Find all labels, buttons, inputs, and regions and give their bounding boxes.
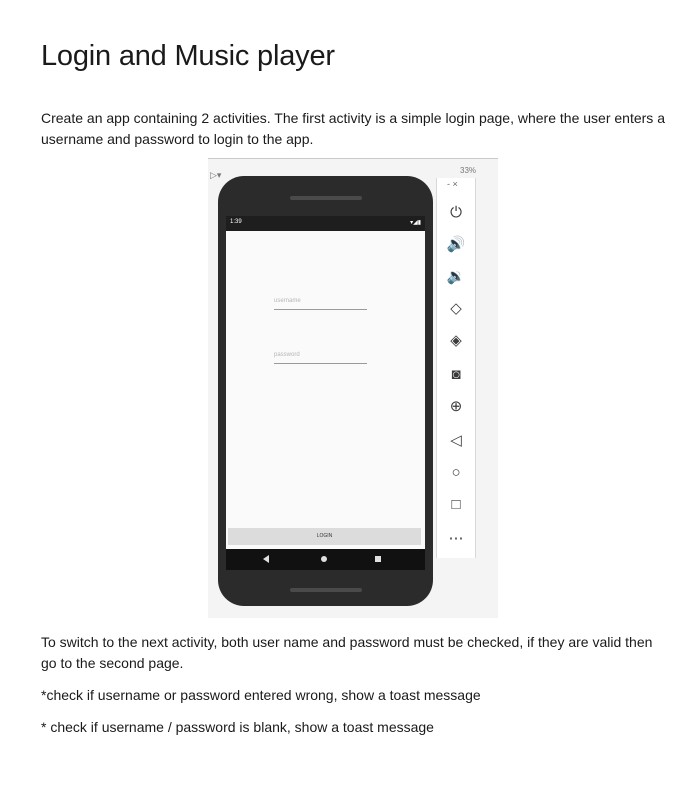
phone-screen <box>226 216 425 570</box>
bullet-blank-credentials: * check if username / password is blank, show a toast message <box>41 719 434 735</box>
camera-icon[interactable]: ◙ <box>451 365 461 383</box>
status-bar <box>226 216 425 231</box>
status-icons: ▾◢▮ <box>410 220 421 226</box>
username-field[interactable]: username <box>274 298 367 310</box>
nav-recent-icon[interactable] <box>375 556 381 562</box>
status-time: 1:39 <box>230 219 242 225</box>
rotate-left-icon[interactable]: ◇ <box>450 300 462 317</box>
nav-home-icon[interactable] <box>321 556 327 562</box>
intro-paragraph: Create an app containing 2 activities. The first activity is a simple login page, where the user enters a username and password to login to the app. <box>41 110 665 147</box>
overview-icon[interactable]: □ <box>451 495 461 513</box>
screenshot-top-border <box>208 158 498 159</box>
back-icon[interactable]: ◁ <box>450 432 462 449</box>
nav-bar <box>226 549 425 570</box>
home-icon[interactable]: ○ <box>451 463 461 481</box>
volume-up-icon[interactable]: 🔊 <box>446 236 466 253</box>
emulator-screenshot <box>208 158 498 618</box>
phone-speaker <box>290 196 362 200</box>
zoom-level: 33% <box>460 166 477 175</box>
volume-down-icon[interactable]: 🔉 <box>446 268 466 285</box>
toolbar-window-controls[interactable] <box>437 178 475 192</box>
login-button[interactable]: LOGIN <box>228 528 421 545</box>
zoom-icon[interactable]: ⊕ <box>449 398 463 415</box>
page-title: Login and Music player <box>41 40 335 72</box>
more-icon[interactable]: ⋯ <box>448 530 464 547</box>
power-icon[interactable]: ⏻ <box>450 203 462 221</box>
toolbar-window-controls-text: - × <box>447 179 458 189</box>
phone-bottom-speaker <box>290 588 362 592</box>
bullet-wrong-credentials: *check if username or password entered wrong, show a toast message <box>41 687 481 703</box>
phone-frame <box>218 176 433 606</box>
switch-paragraph: To switch to the next activity, both user name and password must be checked, if they are valid then go to the second page. <box>41 634 653 671</box>
nav-back-icon[interactable] <box>263 555 269 563</box>
emulator-toolbar <box>436 178 476 558</box>
left-tools-icon: ▷▾ <box>210 170 222 180</box>
rotate-right-icon[interactable]: ◈ <box>450 332 462 349</box>
password-field[interactable]: password <box>274 352 367 364</box>
